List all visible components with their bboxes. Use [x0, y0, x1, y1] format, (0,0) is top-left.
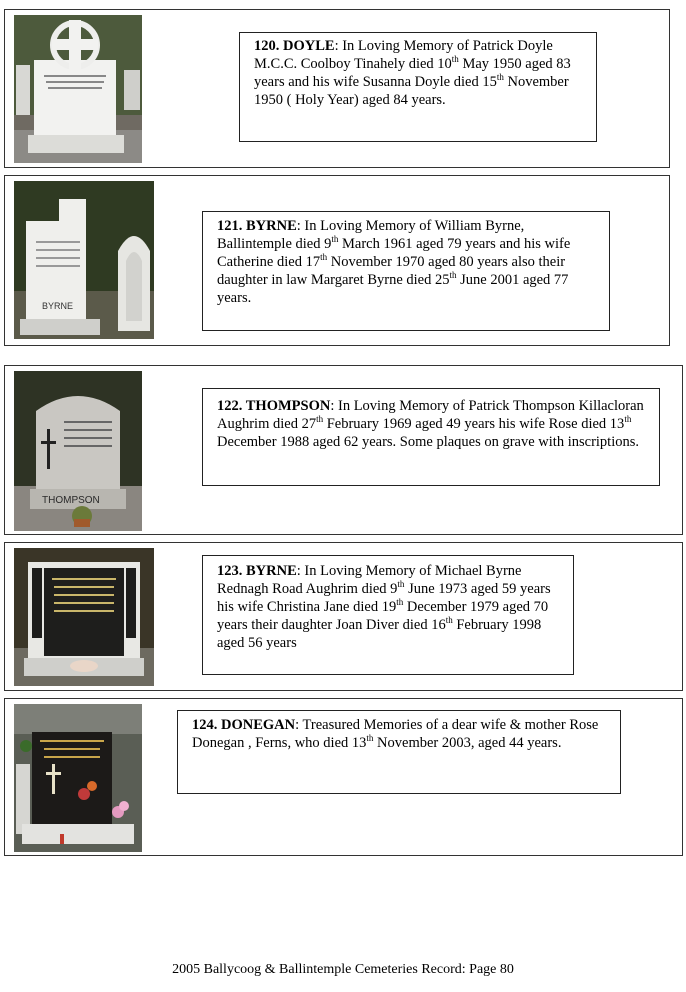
inscription-box-120: [239, 32, 597, 142]
inscription-124: [192, 717, 598, 751]
inscription-text: May 1950 aged 83 years and his wife Susanna Doyle died 15: [254, 56, 571, 90]
entry-heading: 122. THOMPSON: [217, 398, 331, 414]
entry-heading: 120. DOYLE: [254, 38, 335, 54]
inscription-text: March 1961 aged 79 years and his wife Catherine died 17: [217, 236, 571, 270]
entry-123: [4, 542, 683, 691]
entry-120: [4, 9, 670, 168]
entry-surname: DOYLE: [283, 38, 335, 54]
entry-heading: 121. BYRNE: [217, 218, 297, 234]
gravestone-123-image: [14, 548, 154, 686]
gravestone-photo-123: [14, 548, 154, 686]
gravestone-120-image: [14, 15, 142, 163]
inscription-text: June 1973 aged 59 years his wife Christina Jane died 19: [217, 581, 551, 615]
ordinal-suffix: th: [624, 414, 632, 425]
gravestone-photo-124: [14, 704, 142, 852]
inscription-box-121: [202, 211, 610, 331]
gravestone-photo-120: [14, 15, 142, 163]
entry-number: 122: [217, 398, 239, 414]
ordinal-suffix: th: [449, 270, 457, 281]
inscription-120: [254, 38, 571, 108]
inscription-box-122: [202, 388, 660, 486]
entry-surname: DONEGAN: [221, 717, 296, 733]
ordinal-suffix: th: [316, 414, 324, 425]
entry-121: [4, 175, 670, 346]
gravestone-122-image: [14, 371, 142, 531]
entry-number: 121: [217, 218, 239, 234]
inscription-text: February 1998 aged 56 years: [217, 617, 542, 651]
ordinal-suffix: th: [445, 615, 453, 626]
gravestone-photo-121: [14, 181, 154, 339]
entry-number: 124: [192, 717, 214, 733]
ordinal-suffix: th: [397, 579, 405, 590]
inscription-text: December 1988 aged 62 years. Some plaques on grave with inscriptions.: [217, 434, 640, 450]
inscription-text: December 1979 aged 70 years their daughter Joan Diver died 16: [217, 599, 549, 633]
inscription-box-123: [202, 555, 574, 675]
ordinal-suffix: th: [366, 733, 374, 744]
inscription-text: November 1970 aged 80 years also their daughter in law Margaret Byrne died 25: [217, 254, 566, 288]
inscription-122: [217, 398, 644, 450]
page-footer: 2005 Ballycoog & Ballintemple Cemeteries Record: Page 80: [172, 962, 514, 977]
inscription-text: : In Loving Memory of William Byrne, Ballintemple died 9: [217, 218, 525, 252]
stone-label-122: THOMPSON: [42, 495, 100, 506]
inscription-text: November 2003, aged 44 years.: [373, 735, 562, 751]
ordinal-suffix: th: [496, 72, 504, 83]
inscription-text: : Treasured Memories of a dear wife & mother Rose Donegan , Ferns, who died 13: [192, 717, 599, 751]
inscription-text: : In Loving Memory of Patrick Doyle M.C.C. Coolboy Tinahely died 10: [254, 38, 553, 72]
entry-124: [4, 698, 683, 856]
inscription-text: : In Loving Memory of Michael Byrne Rednagh Road Aughrim died 9: [217, 563, 522, 597]
inscription-123: [217, 563, 551, 651]
entry-number: 123: [217, 563, 239, 579]
inscription-text: June 2001 aged 77 years.: [217, 272, 569, 306]
entry-122: [4, 365, 683, 535]
ordinal-suffix: th: [331, 234, 339, 245]
inscription-text: February 1969 aged 49 years his wife Rose died 13: [323, 416, 625, 432]
gravestone-photo-122: [14, 371, 142, 531]
entry-heading: 124. DONEGAN: [192, 717, 296, 733]
inscription-text: November 1950 ( Holy Year) aged 84 years.: [254, 74, 569, 108]
gravestone-124-image: [14, 704, 142, 852]
ordinal-suffix: th: [396, 597, 404, 608]
entry-heading: 123. BYRNE: [217, 563, 297, 579]
inscription-box-124: [177, 710, 621, 794]
ordinal-suffix: th: [320, 252, 328, 263]
entry-surname: BYRNE: [246, 218, 297, 234]
inscription-text: : In Loving Memory of Patrick Thompson Killacloran Aughrim died 27: [217, 398, 644, 432]
entry-surname: THOMPSON: [245, 398, 331, 414]
entry-surname: BYRNE: [246, 563, 297, 579]
ordinal-suffix: th: [451, 54, 459, 65]
gravestone-121-image: [14, 181, 154, 339]
stone-label-121: BYRNE: [42, 301, 74, 311]
entry-number: 120: [254, 38, 276, 54]
inscription-121: [217, 218, 570, 306]
